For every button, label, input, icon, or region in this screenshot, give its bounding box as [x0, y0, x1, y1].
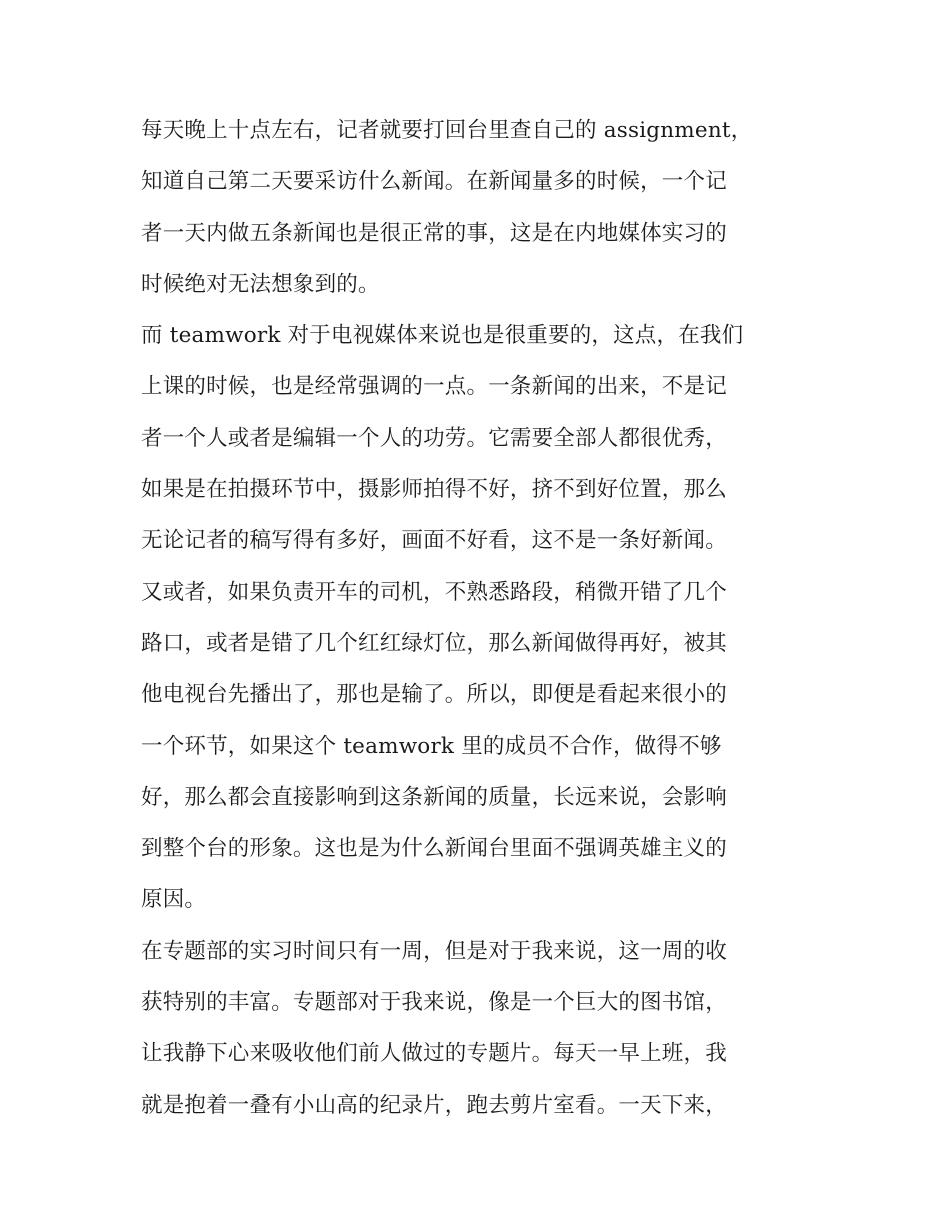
paragraph [141, 926, 813, 1131]
text-line: 让我静下心来吸收他们前人做过的专题片。每天一早上班，我 [141, 1041, 727, 1067]
text-line: 如果是在拍摄环节中，摄影师拍得不好，挤不到好位置，那么 [141, 477, 727, 503]
body-text [141, 105, 813, 1131]
text-line: 时候绝对无法想象到的。 [141, 271, 380, 297]
text-line: 到整个台的形象。这也是为什么新闻台里面不强调英雄主义的 [141, 836, 727, 862]
text-line: 者一天内做五条新闻也是很正常的事，这是在内地媒体实习的 [141, 220, 727, 246]
text-line: 又或者，如果负责开车的司机，不熟悉路段，稍微开错了几个 [141, 579, 727, 605]
text-line: 一个环节，如果这个 teamwork 里的成员不合作，做得不够 [141, 733, 722, 759]
text-line: 上课的时候，也是经常强调的一点。一条新闻的出来，不是记 [141, 374, 727, 400]
text-line: 好，那么都会直接影响到这条新闻的质量，长远来说，会影响 [141, 784, 727, 810]
text-line: 者一个人或者是编辑一个人的功劳。它需要全部人都很优秀， [141, 425, 727, 451]
text-line: 知道自己第二天要采访什么新闻。在新闻量多的时候，一个记 [141, 169, 727, 195]
text-line: 就是抱着一叠有小山高的纪录片，跑去剪片室看。一天下来， [141, 1092, 727, 1118]
text-line: 他电视台先播出了，那也是输了。所以，即便是看起来很小的 [141, 682, 727, 708]
paragraph [141, 105, 813, 310]
text-line: 每天晚上十点左右，记者就要打回台里查自己的 assignment， [141, 118, 753, 143]
text-line: 而 teamwork 对于电视媒体来说也是很重要的，这点，在我们 [141, 323, 744, 349]
text-line: 获特别的丰富。专题部对于我来说，像是一个巨大的图书馆， [141, 990, 727, 1016]
text-line: 在专题部的实习时间只有一周，但是对于我来说，这一周的收 [141, 938, 727, 964]
text-line: 路口，或者是错了几个红红绿灯位，那么新闻做得再好，被其 [141, 630, 727, 656]
paragraph [141, 310, 813, 926]
text-line: 无论记者的稿写得有多好，画面不好看，这不是一条好新闻。 [141, 528, 727, 554]
text-line: 原因。 [141, 887, 207, 913]
